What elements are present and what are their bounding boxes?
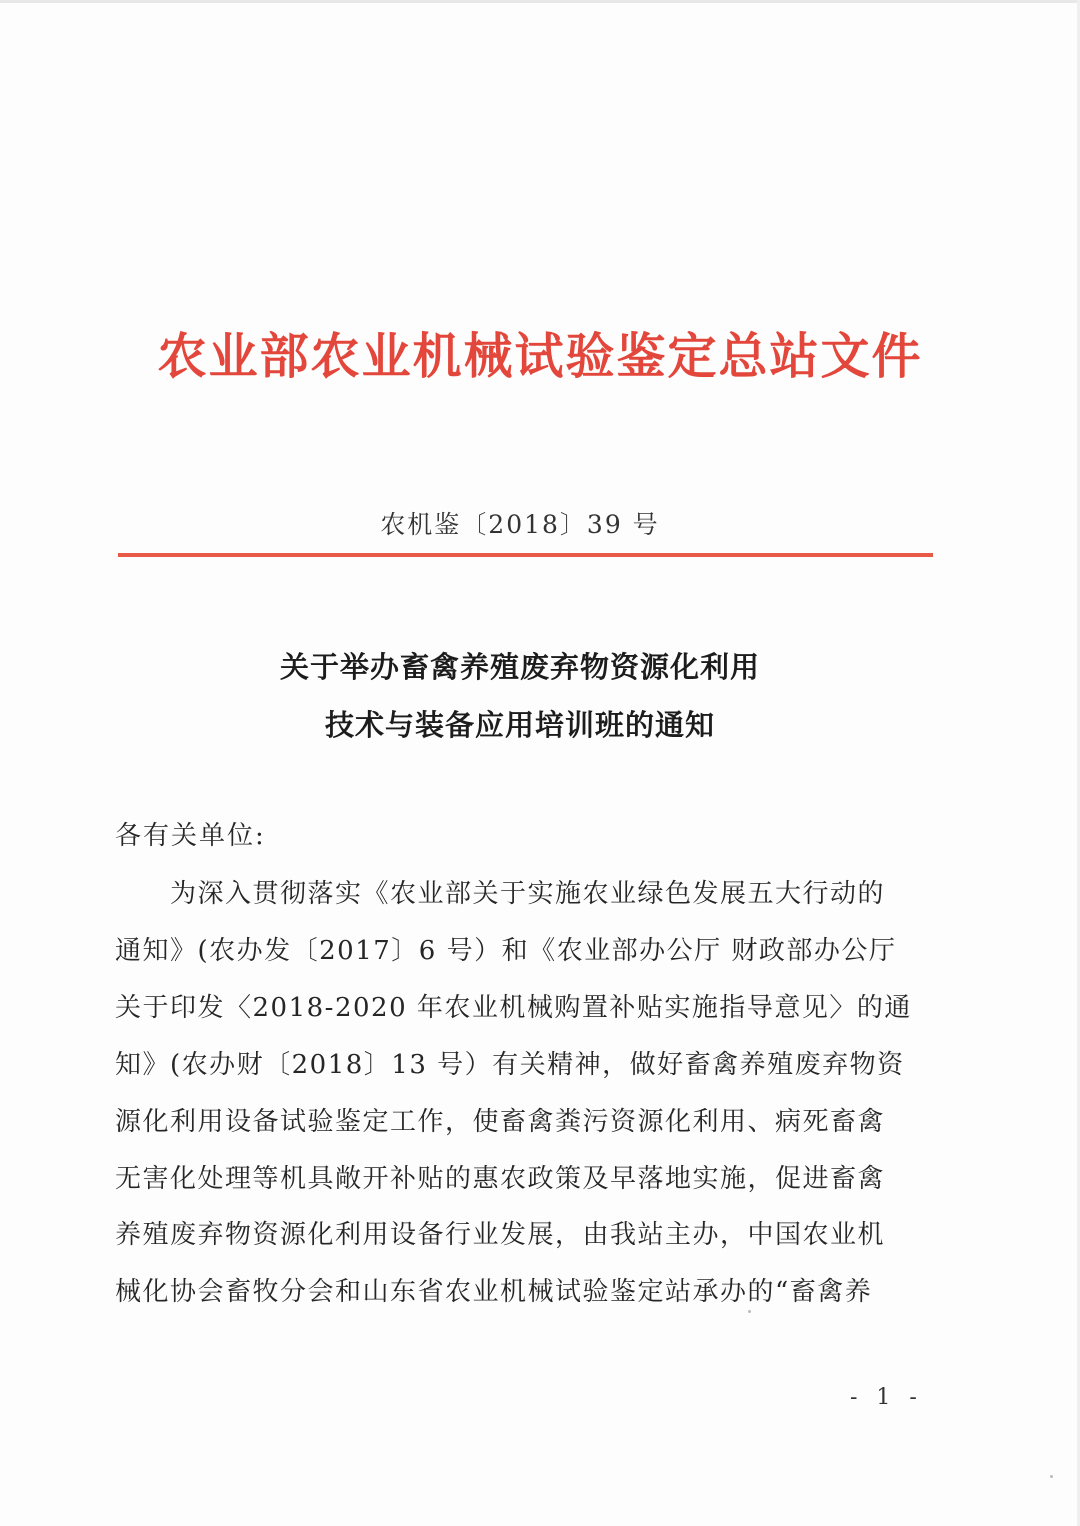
body-line: 无害化处理等机具敞开补贴的惠农政策及早落地实施，促进畜禽 (115, 1164, 886, 1194)
scan-speck (1050, 1475, 1053, 1478)
body-line: 械化协会畜牧分会和山东省农业机械试验鉴定站承办的“畜禽养 (115, 1277, 873, 1307)
page-number: - 1 - (850, 1385, 923, 1410)
scan-speck (748, 1310, 751, 1313)
salutation: 各有关单位: (115, 821, 266, 851)
red-divider-line (118, 553, 933, 557)
scan-edge-top (0, 0, 1080, 3)
document-number: 农机鉴〔2018〕39 号 (380, 510, 660, 539)
body-line: 养殖废弃物资源化利用设备行业发展，由我站主办，中国农业机 (115, 1220, 886, 1250)
red-letterhead-title: 农业部农业机械试验鉴定总站文件 (157, 327, 923, 385)
body-line: 源化利用设备试验鉴定工作，使畜禽粪污资源化利用、病死畜禽 (115, 1107, 886, 1137)
notice-title-line-2: 技术与装备应用培训班的通知 (324, 708, 715, 742)
body-line: 为深入贯彻落实《农业部关于实施农业绿色发展五大行动的 (115, 879, 886, 909)
body-line: 知》(农办财〔2018〕13 号）有关精神，做好畜禽养殖废弃物资 (115, 1050, 905, 1080)
notice-title-line-1: 关于举办畜禽养殖废弃物资源化利用 (279, 650, 760, 684)
body-line: 关于印发〈2018-2020 年农业机械购置补贴实施指导意见〉的通 (115, 993, 912, 1023)
body-line: 通知》(农办发〔2017〕6 号）和《农业部办公厅 财政部办公厅 (115, 936, 897, 966)
